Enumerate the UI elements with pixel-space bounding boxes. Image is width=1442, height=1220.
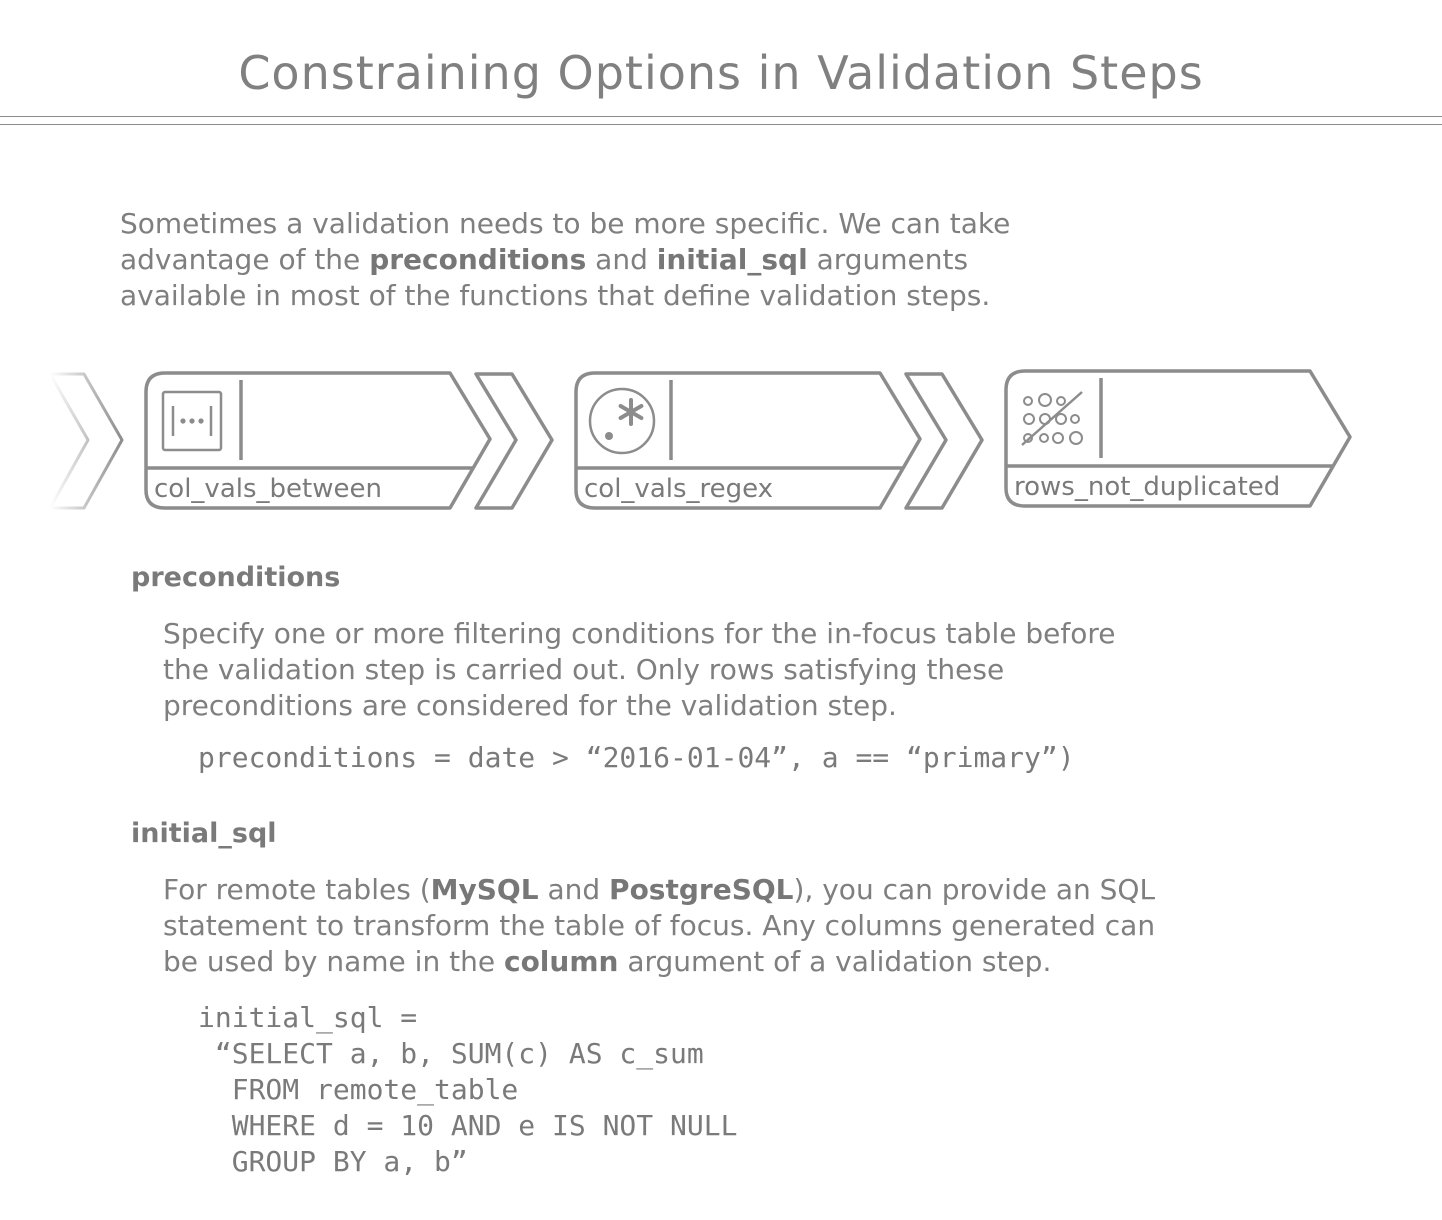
preconditions-line-3: preconditions are considered for the validation step. <box>163 689 897 722</box>
intro-line-2: advantage of the preconditions and initial_sql arguments <box>120 243 969 276</box>
mysql-keyword: MySQL <box>430 873 539 906</box>
intro-line-3: available in most of the functions that define validation steps. <box>120 279 991 312</box>
duplicate-rows-icon <box>1022 392 1082 445</box>
preconditions-keyword: preconditions <box>369 243 587 276</box>
initial-sql-line-3: be used by name in the column argument of a validation step. <box>163 945 1052 978</box>
intro-line-1: Sometimes a validation needs to be more specific. We can take <box>120 207 1011 240</box>
step-label: col_vals_between <box>154 474 382 504</box>
intro-text <box>120 206 1080 314</box>
step-label: rows_not_duplicated <box>1014 472 1281 502</box>
initial-sql-description <box>163 872 1223 980</box>
step-col-vals-between <box>146 373 490 508</box>
step-rows-not-duplicated <box>1006 371 1350 506</box>
leading-chevron <box>50 374 122 508</box>
column-keyword: column <box>503 945 619 978</box>
initial-sql-keyword: initial_sql <box>656 243 808 276</box>
step-label: col_vals_regex <box>584 474 774 504</box>
validation-step-flow <box>0 340 1442 540</box>
preconditions-heading: preconditions <box>131 562 341 593</box>
initial-sql-line-1: For remote tables (MySQL and PostgreSQL), you can provide an SQL <box>163 873 1156 906</box>
step-col-vals-regex <box>576 373 920 508</box>
page-title: Constraining Options in Validation Steps <box>238 46 1204 100</box>
title-rule-top <box>0 116 1442 117</box>
initial-sql-line-2: statement to transform the table of focus. Any columns generated can <box>163 909 1156 942</box>
postgresql-keyword: PostgreSQL <box>609 873 794 906</box>
preconditions-line-2: the validation step is carried out. Only rows satisfying these <box>163 653 1005 686</box>
range-bracket-icon <box>163 392 221 450</box>
title-rule-bottom <box>0 124 1442 125</box>
initial-sql-code: initial_sql = “SELECT a, b, SUM(c) AS c_sum FROM remote_table WHERE d = 10 AND e IS NOT NULL GROUP BY a, b” <box>198 1001 738 1178</box>
regex-icon <box>590 389 654 453</box>
initial-sql-heading: initial_sql <box>131 818 277 849</box>
preconditions-line-1: Specify one or more filtering conditions for the in-focus table before <box>163 617 1116 650</box>
preconditions-code: preconditions = date > “2016-01-04”, a == “primary”) <box>198 741 1075 774</box>
preconditions-description <box>163 616 1223 724</box>
